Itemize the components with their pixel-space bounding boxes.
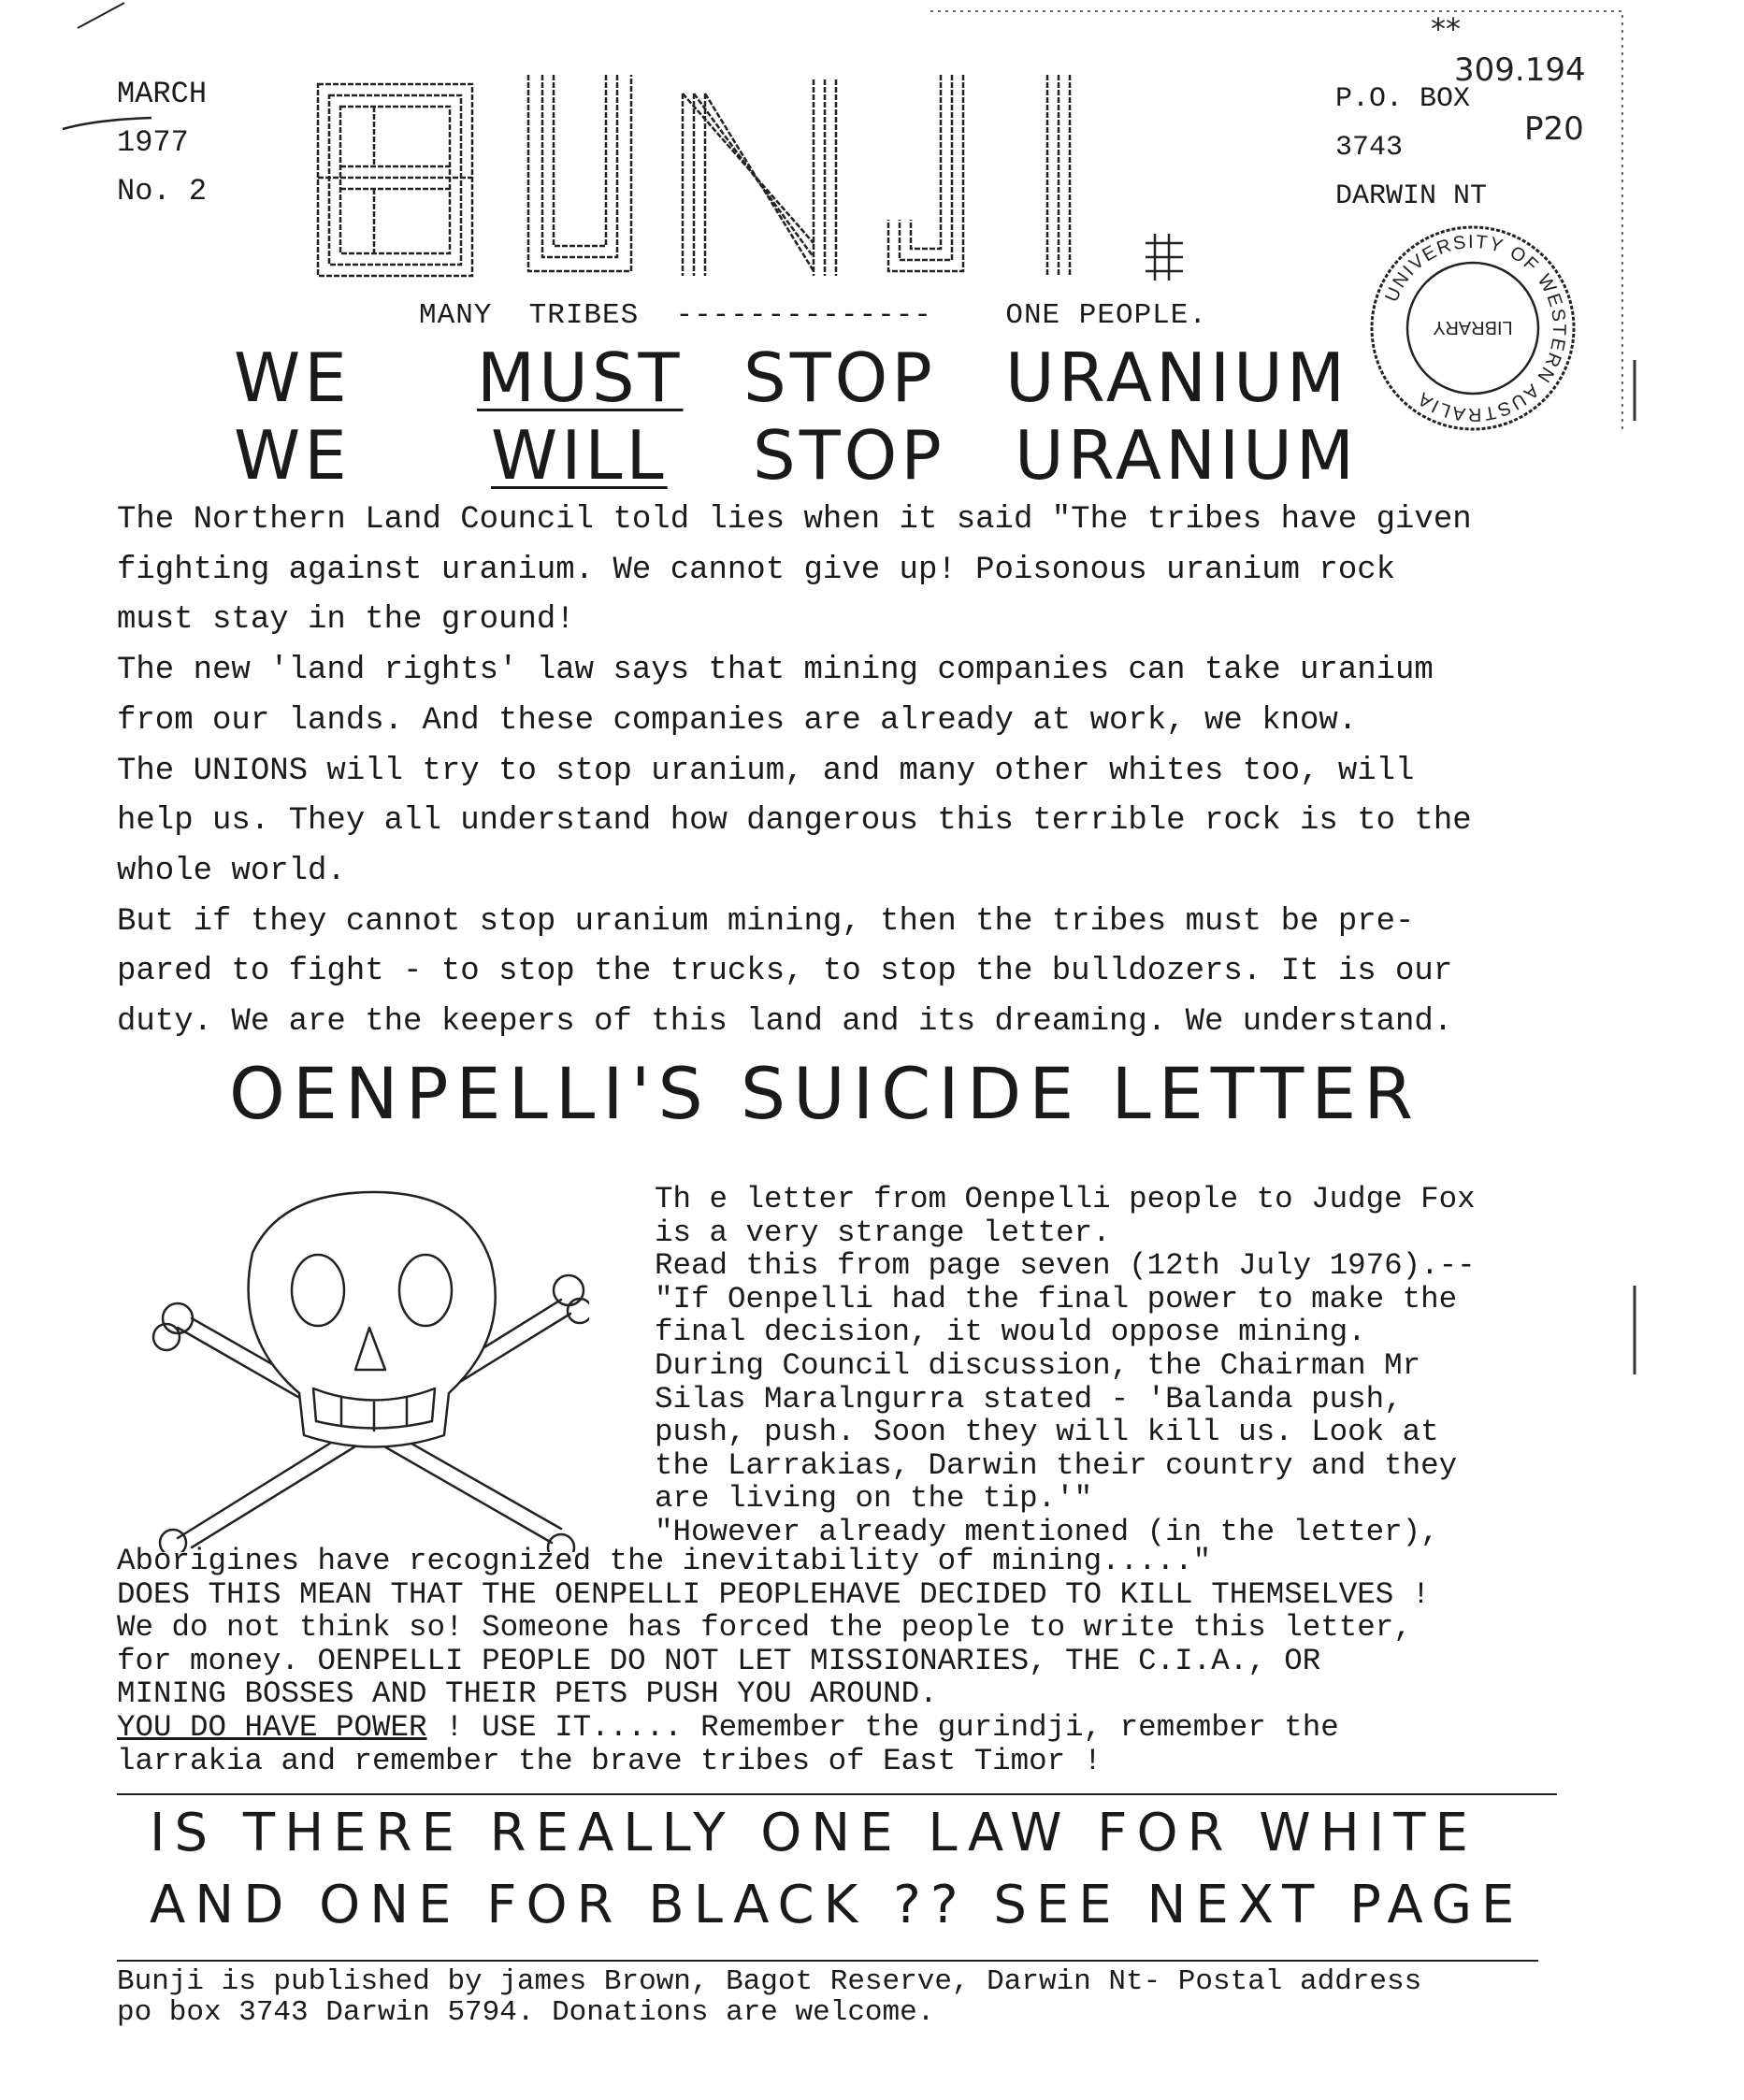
question-line2: AND ONE FOR BLACK ?? SEE NEXT PAGE <box>150 1875 1524 1935</box>
article-line: The Northern Land Council told lies when it said "The tribes have given <box>117 502 1472 538</box>
letter-line: Silas Maralngurra stated - 'Balanda push, <box>655 1381 1403 1417</box>
article-line: pared to fight - to stop the trucks, to stop the bulldozers. It is our <box>117 954 1453 990</box>
stamp-outer-text: UNIVERSITY OF WESTERN AUSTRALIA <box>1381 231 1570 425</box>
article-line: from our lands. And these companies are already at work, we know. <box>117 702 1358 739</box>
tagline-right: ONE PEOPLE. <box>1005 299 1207 332</box>
handwritten-page-code: P20 <box>1524 110 1584 148</box>
headline-word-stop: STOP <box>743 338 936 417</box>
article-line: whole world. <box>117 853 346 889</box>
headline-word-stop-2: STOP <box>753 416 945 495</box>
handwritten-stars: ** <box>1431 11 1461 47</box>
letter-line: "If Oenpelli had the final power to make the <box>655 1281 1458 1316</box>
tagline <box>419 299 1207 332</box>
margin-mark-2 <box>1625 1281 1644 1384</box>
letter-line: During Council discussion, the Chairman Mr <box>655 1347 1421 1383</box>
pen-arrow-mark <box>58 110 161 138</box>
letter-line: push, push. Soon they will kill us. Look at <box>655 1415 1439 1450</box>
letter-line: are living on the tip.'" <box>655 1481 1093 1517</box>
po-box-line2: 3743 <box>1335 132 1404 164</box>
headline-word-we: WE <box>234 338 351 417</box>
letter-line: Read this from page seven (12th July 1976).-- <box>655 1248 1476 1284</box>
pen-mark-top <box>73 0 129 33</box>
headline-word-uranium: URANIUM <box>1005 338 1348 417</box>
article-line: But if they cannot stop uranium mining, then the tribes must be pre- <box>117 903 1415 940</box>
headline-line2 <box>0 416 1744 500</box>
letter-line: Th e letter from Oenpelli people to Judge Fox <box>655 1182 1476 1216</box>
letter-line: final decision, it would oppose mining. <box>655 1315 1366 1350</box>
headline-word-must: MUST <box>477 338 684 417</box>
handwritten-call-number: 309.194 <box>1454 51 1586 89</box>
issue-info <box>117 70 207 216</box>
article-oenpelli-right <box>655 1183 1590 1549</box>
article-line: help us. They all understand how dangerous this terrible rock is to the <box>117 803 1472 840</box>
letter-line: DOES THIS MEAN THAT THE OENPELLI PEOPLEHAVE DECIDED TO KILL THEMSELVES ! <box>117 1576 1431 1612</box>
issue-number: No. 2 <box>117 174 208 209</box>
stamp-inner-text: LIBRARY <box>1433 317 1513 338</box>
tagline-left: MANY TRIBES <box>419 299 640 332</box>
letter-line: for money. OENPELLI PEOPLE DO NOT LET MISSIONARIES, THE C.I.A., OR <box>117 1643 1321 1678</box>
letter-line: We do not think so! Someone has forced the people to write this letter, <box>117 1610 1412 1646</box>
footer-line1: Bunji is published by james Brown, Bagot Reserve, Darwin Nt- Postal address <box>117 1965 1422 1998</box>
article-line: The new 'land rights' law says that mining companies can take uranium <box>117 653 1434 689</box>
divider-rule-2 <box>117 1960 1538 1962</box>
article-uranium <box>117 496 1594 1048</box>
letter-line: Aborigines have recognized the inevitability of mining....." <box>117 1544 1212 1578</box>
publisher-footer <box>117 1966 1421 2028</box>
letter-line: the Larrakias, Darwin their country and they <box>655 1447 1458 1483</box>
po-box-line1: P.O. BOX <box>1335 83 1471 115</box>
power-line <box>117 1711 1613 1745</box>
letter-n <box>683 79 836 276</box>
letter-line: MINING BOSSES AND THEIR PETS PUSH YOU AROUND. <box>117 1676 938 1712</box>
letter-u <box>528 75 631 271</box>
article-line: The UNIONS will try to stop uranium, and many other whites too, will <box>117 753 1415 789</box>
headline-word-will: WILL <box>491 416 668 495</box>
article-oenpelli-full <box>117 1545 1613 1777</box>
issue-year: 1977 <box>117 125 189 160</box>
po-box-line3: DARWIN NT <box>1335 180 1488 212</box>
footer-line2: po box 3743 Darwin 5794. Donations are welcome. <box>117 1996 935 2029</box>
section-title: OENPELLI'S SUICIDE LETTER <box>229 1052 1421 1135</box>
power-underlined: YOU DO HAVE POWER <box>117 1709 427 1745</box>
question-line1: IS THERE REALLY ONE LAW FOR WHITE <box>150 1803 1477 1863</box>
headline-word-we-2: WE <box>234 416 351 495</box>
headline-word-uranium-2: URANIUM <box>1015 416 1358 495</box>
skull-crossbones-illustration <box>140 1187 589 1552</box>
issue-month: MARCH <box>117 77 208 111</box>
article-line: fighting against uranium. We cannot give up! Poisonous uranium rock <box>117 552 1396 588</box>
tagline-dashes: -------------- <box>675 299 932 332</box>
letter-line: "However already mentioned (in the letter), <box>655 1514 1439 1549</box>
letter-line: is a very strange letter. <box>655 1215 1111 1250</box>
headline-line1 <box>0 338 1744 423</box>
divider-rule-1 <box>117 1793 1557 1795</box>
article-line: must stay in the ground! <box>117 602 575 639</box>
letter-line: larrakia and remember the brave tribes of East Timor ! <box>117 1743 1103 1778</box>
letter-b <box>318 84 472 276</box>
power-rest: ! USE IT..... Remember the gurindji, remember the <box>426 1709 1339 1745</box>
article-line: duty. We are the keepers of this land and its dreaming. We understand. <box>117 1004 1453 1041</box>
